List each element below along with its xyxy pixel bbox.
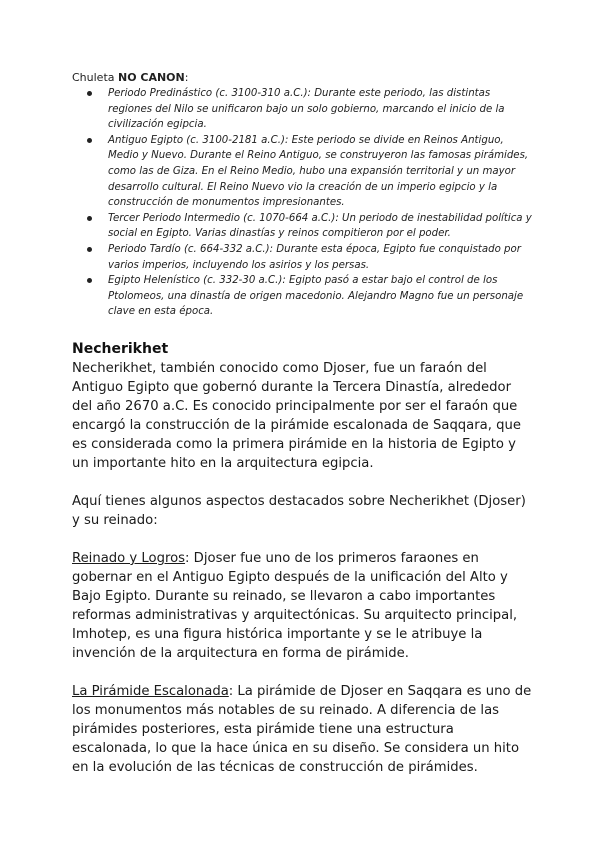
cheatsheet-suffix: : bbox=[184, 71, 189, 84]
cheatsheet-strong: NO CANON bbox=[118, 71, 185, 84]
list-item bbox=[72, 242, 532, 273]
cheatsheet-prefix: Chuleta bbox=[72, 71, 118, 84]
section-reinado-text: : Djoser fue uno de los primeros faraones en gobernar en el Antiguo Egipto después de la unificación del Alto y Bajo Egipto. Durante su reinado, se llevaron a cabo importantes reformas administrativas y arquitectónicas. Su arquitecto principal, Imhotep, es una figura histórica importante y se le atribuye la invención de la arquitectura en forma de pirámide. bbox=[72, 550, 518, 661]
list-item bbox=[72, 273, 532, 320]
bullet-icon bbox=[87, 91, 92, 96]
section-reinado-label: Reinado y Logros bbox=[72, 550, 186, 566]
section-piramide-text: : La pirámide de Djoser en Saqqara es uno de los monumentos más notables de su reinado. A diferencia de las pirámides posteriores, esta pirámide tiene una estructura escalonada, lo que la hace única en su diseño. Se considera un hito en la evolución de las técnicas de construcción de pirámides. bbox=[72, 683, 532, 775]
list-item-text: Antiguo Egipto (c. 3100-2181 a.C.): Este periodo se divide en Reinos Antiguo, Medio y Nuevo. Durante el Reino Antiguo, se construyeron las famosas pirámides, como las de Giza. En el Reino Medio, hubo una expansión territorial y un mayor desarrollo cultural. El Reino Nuevo vio la creación de un imperio egipcio y la construcción de monumentos impresionantes. bbox=[108, 134, 529, 209]
bullet-icon bbox=[87, 278, 92, 283]
cheatsheet-list bbox=[72, 86, 532, 320]
cheatsheet-heading bbox=[72, 70, 532, 85]
document-page bbox=[72, 70, 532, 777]
list-item bbox=[72, 211, 532, 242]
list-item-text: Egipto Helenístico (c. 332-30 a.C.): Egipto pasó a estar bajo el control de los Ptolomeos, una dinastía de origen macedonio. Alejandro Magno fue un personaje clave en esta época. bbox=[108, 275, 524, 318]
aspects-lead: Aquí tienes algunos aspectos destacados sobre Necherikhet (Djoser) y su reinado: bbox=[72, 493, 526, 528]
section-piramide bbox=[72, 682, 532, 777]
bullet-icon bbox=[87, 247, 92, 252]
list-item-text: Periodo Predinástico (c. 3100-310 a.C.): Durante este periodo, las distintas regiones del Nilo se unificaron bajo un solo gobierno, marcando el inicio de la civilización egipcia. bbox=[108, 88, 505, 131]
list-item-text: Periodo Tardío (c. 664-332 a.C.): Durante esta época, Egipto fue conquistado por varios imperios, incluyendo los asirios y los persas. bbox=[108, 243, 521, 271]
section-reinado bbox=[72, 549, 532, 663]
section-piramide-label: La Pirámide Escalonada bbox=[72, 683, 229, 699]
article-intro: Necherikhet, también conocido como Djoser, fue un faraón del Antiguo Egipto que gobernó durante la Tercera Dinastía, alrededor del año 2670 a.C. Es conocido principalmente por ser el faraón que encargó la construcción de la pirámide escalonada de Saqqara, que es considerada como la primera pirámide en la historia de Egipto y un importante hito en la arquitectura egipcia. bbox=[72, 360, 521, 471]
list-item bbox=[72, 86, 532, 133]
article-title: Necherikhet bbox=[72, 340, 169, 357]
bullet-icon bbox=[87, 138, 92, 143]
list-item-text: Tercer Periodo Intermedio (c. 1070-664 a.C.): Un periodo de inestabilidad política y social en Egipto. Varias dinastías y reinos compitieron por el poder. bbox=[108, 212, 532, 240]
list-item bbox=[72, 133, 532, 211]
bullet-icon bbox=[87, 216, 92, 221]
